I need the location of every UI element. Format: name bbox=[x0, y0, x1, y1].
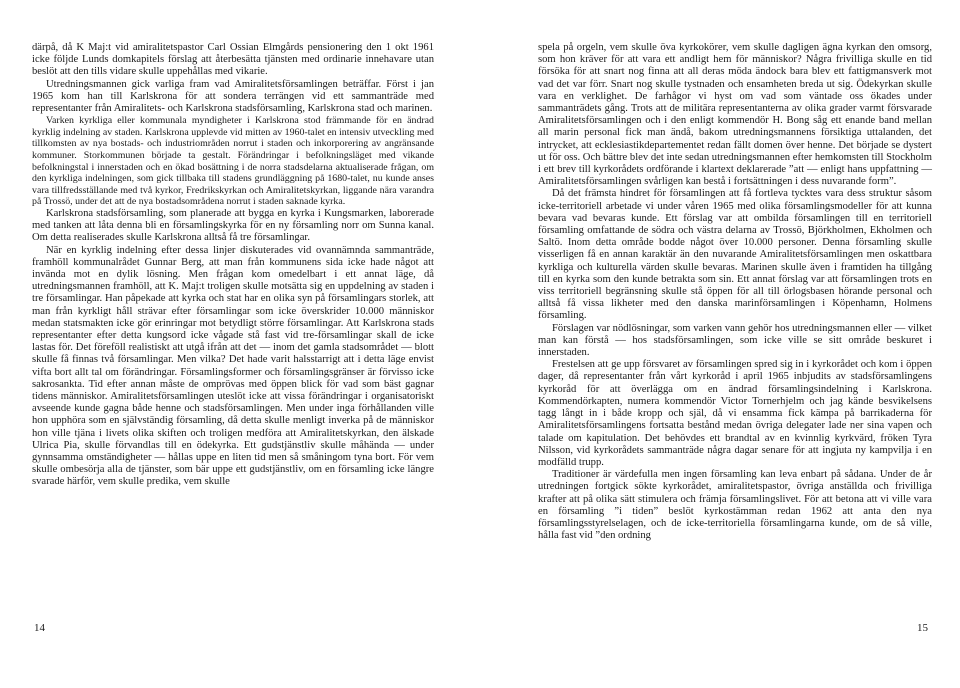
page-number: 15 bbox=[917, 622, 928, 634]
paragraph: Utredningsmannen gick varliga fram vad Amiralitetsförsamlingen beträffar. Först i jan 1965 kom han till Karlskrona för att sondera terrängen vid ett sammanträde med representanter från Amiralitets- och Karlskrona stadsförsamling, Karlskrona stad och marinen. bbox=[32, 78, 434, 115]
page-number: 14 bbox=[34, 622, 45, 634]
right-text-column bbox=[538, 42, 932, 542]
left-text-column bbox=[32, 42, 434, 489]
paragraph: Då det främsta hindret för församlingen att få fortleva tycktes vara dess struktur såsom icke-territoriell arbetade vi under våren 1965 med olika församlingsmodeller för att kunna bevara vad bevaras kunde. Ett förslag var att ombilda församlingen till en territoriell församling omfattande de södra och västra delarna av Trossö, Björkholmen, Ekholmen och Saltö. Inom detta område bodde något över 10.000 personer. Denna församling skulle visserligen få en annan karaktär än den nuvarande Amiralitetsförsamlingen men oskattbara kyrkliga och kulturella värden skulle bevaras. Marinen skulle även i framtiden ha tillgång till en kyrka som den kunde betrakta som sin. Ett annat förslag var att församlingen trots en viss territoriell begränsning skulle stå öppen för all till örlogsbasen hörande personal och alltså få vissa likheter med den danska marinförsamlingen i Köpenhamn, Holmens församling. bbox=[538, 188, 932, 322]
paragraph: Karlskrona stadsförsamling, som planerade att bygga en kyrka i Kungsmarken, laborerade med tanken att låta denna bli en församlingskyrka för en ny församling norr om Sunna kanal. Om detta realiserades skulle Karlskrona alltså få tre församlingar. bbox=[32, 207, 434, 244]
paragraph: Förslagen var nödlösningar, som varken vann gehör hos utredningsmannen eller — vilket man kan förstå — hos stadsförsamlingen, som icke ville se sitt område beskuret i innerstaden. bbox=[538, 322, 932, 359]
paragraph: När en kyrklig indelning efter dessa linjer diskuterades vid ovannämnda sammanträde, framhöll kommunalrådet Gunnar Berg, att man från kommunens sida icke hade något att invända mot en dylik lösning. Men frågan kom omedelbart i ett annat läge, då utredningsmannen framhöll, att K. Maj:t troligen skulle motsätta sig en uppdelning av staden i tre församlingar. Han påpekade att kyrka och stat har en olika syn på församlingars storlek, att man från kyrkligt håll strävar efter församlingar som icke överskrider 10.000 människor medan statsmakten icke gör erinringar mot betydligt större församlingar. Att Karlskrona stads representanter efter detta kungsord icke vågade stå fast vid tre-församlingar skall de icke lastas för. Det föreföll realistiskt att utgå ifrån att det — inom det gamla stadsområdet — blott skulle få finnas två församlingar. Men vilka? Det hade varit halsstarrigt att i detta läge envist vifta bort allt tal om förändringar. Församlingsformer och församlingsgränser är förvisso icke sakrosankta. Tid efter annan måste de omprövas med öppen blick för vad som bäst gagnar tidens människor. Amiralitetsförsamlingen uteslöt icke att vissa förändringar i organisatoriskt avseende kunde gagna både henne och stadsförsamlingen. Men under inga förhållanden ville hon upphöra som en självständig församling, då detta skulle menligt inverka på de människor hon ville tjäna i livets olika skiften och troligen medföra att Amiralitetskyrkan, den älskade Ulrica Pia, skulle förvandlas till en ödekyrka. Ett gudstjänstliv skulle måhända — under gynnsamma omständigheter — hållas uppe en liten tid men så småningom tyna bort. För vem skulle ombesörja alla de tjänster, som bär uppe ett gudstjänstliv, om en församling icke längre svarade härför, vem skulle predika, vem skulle bbox=[32, 244, 434, 488]
paragraph: spela på orgeln, vem skulle öva kyrkokörer, vem skulle dagligen ägna kyrkan den omsorg, som hon kräver för att vara ett andligt hem för människor? Några frivilliga skulle en tid försöka för att snart nog finna att all deras möda ändock bara blev ett fattigmansverk mot vad det var förr. Snart nog skulle tystnaden och ensamheten breda ut sig. Ödekyrkan skulle vara en verklighet. De farhågor vi hyst om vad som väntade oss ökades under sammanträdets gång. Trots att de militära representanterna av olika grader varmt försvarade Amiralitetsförsamlingen och i den enligt kommendör H. Bong såg ett enande band mellan all marin personal fick man ändå, bakom utredningsmannens försiktiga uttalanden, det intrycket, att ecklesiastikdepartementet redan fällt domen över henne. Det började se dystert ut för oss. Och bättre blev det inte sedan utredningsmannen efter hemkomsten till Stockholm i ett brev till kyrkorådets ordförande i klartext deklarerade ”att — enligt hans uppfattning — Amiralitetsförsamlingen svårligen kan bestå i fortsättningen i dess nuvarande form”. bbox=[538, 42, 932, 188]
right-page bbox=[480, 0, 960, 688]
paragraph: Traditioner är värdefulla men ingen församling kan leva enbart på sådana. Under de år utredningen fortgick sökte kyrkorådet, amiralitetspastor, övriga anställda och frivilliga krafter att på olika sätt stimulera och främja församlingslivet. För att betona att vi ville vara en församling ”i tiden” beslöt kyrkostämman redan 1962 att anta den nya församlingsstyrelselagen, och de icke-territoriella församlingarna kunde, om de så ville, hålla fast vid ”den ordning bbox=[538, 469, 932, 542]
paragraph: därpå, då K Maj:t vid amiralitetspastor Carl Ossian Elmgårds pensionering den 1 okt 1961 icke följde Lunds domkapitels förslag att återbesätta tjänsten med ordinarie innehavare utan beslöt att den tills vidare skulle uppehållas med vikarie. bbox=[32, 42, 434, 78]
paragraph: Frestelsen att ge upp försvaret av församlingen spred sig in i kyrkorådet och kom i öppen dager, då representanter från vårt kyrkoråd i april 1965 inbjudits av stadsförsamlingens kyrkoråd för att överlägga om en ändrad församlingsindelning i Karlskrona. Kommendörkapten, numera kommendör Victor Tornerhjelm och jag kände besvikelsens tagg långt in i både kropp och själ, då vi ensamma fick kämpa på barrikaderna för Amiralitetsförsamlingens fortsatta bestånd medan övriga delegater lade ner sina vapen och talade om kapitulation. Det behövdes ett brandtal av en kvinnlig kyrkvärd, fröken Tyra Nilsson, vid kyrkorådets sammanträde några dagar senare för att ingjuta ny kampvilja i en modfälld trupp. bbox=[538, 359, 932, 468]
paragraph: Varken kyrkliga eller kommunala myndigheter i Karlskrona stod främmande för en ändrad kyrklig indelning av staden. Karlskrona upplevde vid mitten av 1960-talet en intensiv utveckling med tillkomsten av nya bostads- och industriområden norrut i staden och inkorporering av angränsande kommuner. Storkommunen började ta gestalt. Förändringar i befolkningsläget med vikande befolkningstal i innerstaden och en ökad bosättning i de norra stadsdelarna aktualiserade frågan, om den kyrkliga indelningen, som gick tillbaka till stadens grundläggning på 1680-talet, nu kunde anses vara tillfredsställande med två kyrkor, Fredrikskyrkan och Amiralitetskyrkan, liggande nära varandra på Trossö, under det att de nya bostadsområdena norrut i staden saknade kyrka. bbox=[32, 115, 434, 208]
